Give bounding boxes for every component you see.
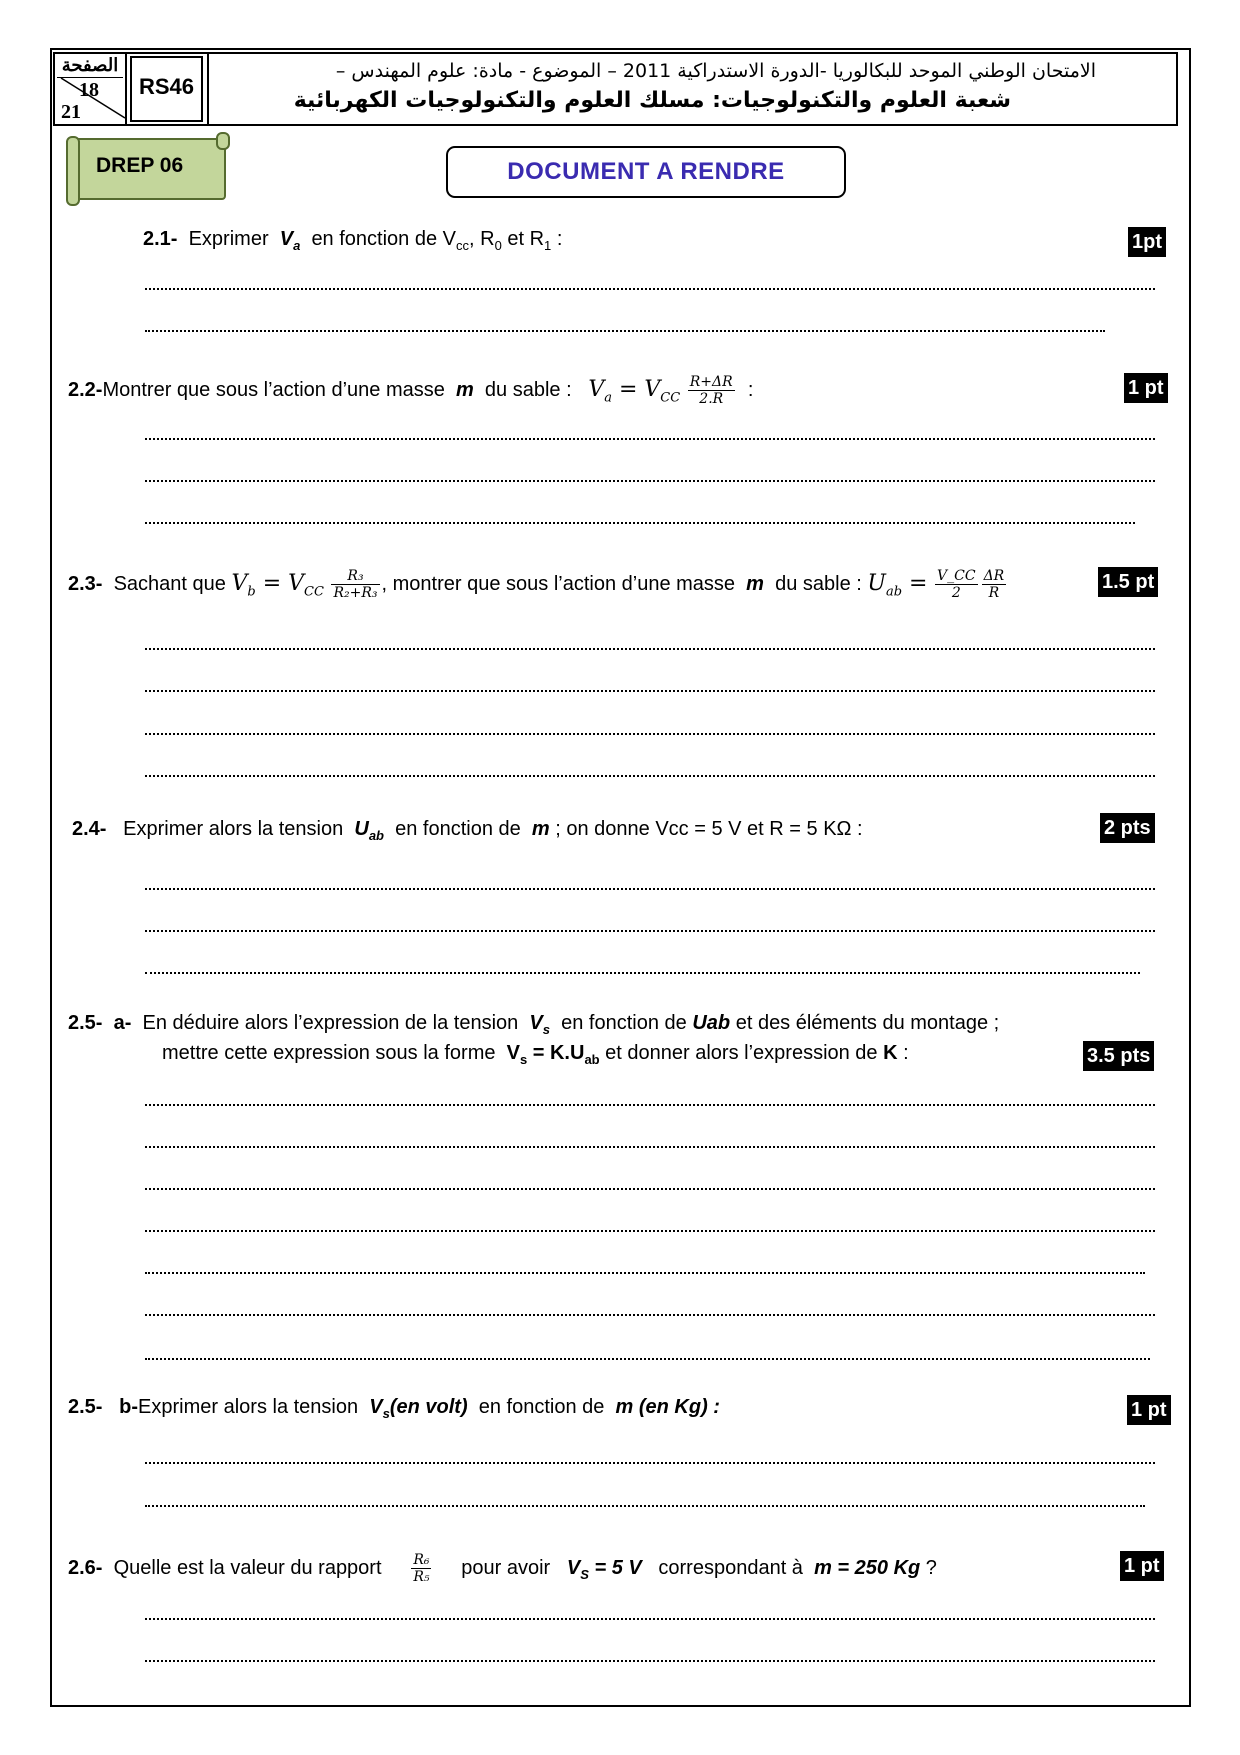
exam-title: الامتحان الوطني الموحد للبكالوريا -الدورة الاستدراكية 2011 – الموضوع - مادة: علوم المهندس –	[335, 60, 1096, 82]
formula	[867, 570, 928, 600]
variable: m (en Kg) :	[615, 1396, 720, 1418]
question-2-3	[68, 568, 1008, 601]
variable-sub: s	[542, 1022, 550, 1037]
variable: m	[456, 378, 474, 401]
formula-part: = V	[611, 376, 661, 402]
answer-line	[145, 648, 1155, 650]
denominator: R₂+R₃	[333, 585, 378, 601]
answer-line	[145, 1358, 1150, 1360]
answer-line	[145, 1230, 1155, 1232]
question-text: du sable :	[775, 572, 862, 595]
question-text: mettre cette expression sous la forme	[162, 1042, 496, 1064]
question-number: 2.5-	[68, 1012, 103, 1034]
page-total: 21	[61, 101, 81, 123]
question-text: et R	[501, 228, 545, 250]
formula-part: V	[231, 570, 248, 596]
formula-part: = V	[255, 570, 305, 596]
question-text: en fonction de V	[311, 228, 456, 250]
formula	[231, 570, 324, 600]
question-2-2	[68, 374, 753, 407]
answer-line	[145, 1314, 1155, 1316]
numerator: V_CC	[937, 568, 976, 584]
question-text: et donner alors l’expression de	[605, 1042, 878, 1064]
question-text: du sable :	[484, 378, 572, 401]
question-text: pour avoir	[461, 1556, 551, 1579]
variable: m = 250 Kg	[814, 1556, 921, 1579]
variable: V	[566, 1556, 581, 1579]
question-2-5-b	[68, 1396, 720, 1421]
question-text: :	[551, 228, 563, 250]
page-number-box	[55, 54, 127, 124]
scroll-roll-left	[66, 136, 80, 206]
fraction	[688, 374, 735, 407]
denominator: R₅	[413, 1569, 430, 1585]
question-text: Exprimer alors la tension	[138, 1396, 359, 1418]
answer-line	[145, 480, 1155, 482]
question-text: en fonction de	[478, 1396, 605, 1418]
variable: m	[746, 572, 764, 595]
page-label: الصفحة	[57, 55, 123, 78]
question-letter: a-	[113, 1012, 132, 1034]
answer-line	[145, 775, 1155, 777]
question-number: 2.5-	[68, 1396, 103, 1418]
answer-line	[145, 330, 1105, 332]
variable: K	[883, 1042, 898, 1064]
question-number: 2.1-	[143, 228, 178, 250]
denominator: 2.R	[699, 391, 724, 407]
variable-sub: ab	[368, 828, 384, 843]
formula-sub: ab	[885, 584, 903, 600]
fraction	[411, 1552, 431, 1585]
question-text: Quelle est la valeur du rapport	[113, 1556, 382, 1579]
page-number: 18	[79, 79, 99, 101]
answer-line	[145, 690, 1155, 692]
question-text: en fonction de	[561, 1012, 687, 1034]
question-text: ?	[925, 1556, 937, 1579]
question-number: 2.4-	[72, 818, 107, 840]
question-2-1	[143, 228, 562, 253]
numerator: ΔR	[983, 568, 1005, 584]
points-badge: 2 pts	[1100, 813, 1155, 843]
formula-sub: b	[247, 584, 256, 600]
formula-part: V	[506, 1042, 520, 1064]
subject-code: RS46	[130, 56, 203, 122]
question-2-4	[72, 818, 863, 843]
answer-line	[145, 1462, 1155, 1464]
answer-line	[145, 1188, 1155, 1190]
page-frame	[50, 48, 1191, 1707]
formula-part: V	[588, 376, 605, 402]
formula-part: U	[867, 570, 886, 596]
question-text: Exprimer alors la tension	[123, 818, 344, 840]
answer-line	[145, 1272, 1145, 1274]
variable: Uab	[692, 1012, 731, 1034]
question-text: Exprimer	[188, 228, 269, 250]
exam-stream: شعبة العلوم والتكنولوجيات: مسلك العلوم والتكنولوجيات الكهربائية	[293, 88, 1011, 113]
variable: V	[529, 1012, 543, 1034]
formula-sub: a	[604, 390, 612, 406]
answer-line	[145, 438, 1155, 440]
fraction	[982, 568, 1007, 601]
answer-line	[145, 1660, 1155, 1662]
drep-tab	[70, 138, 226, 200]
answer-line	[145, 930, 1155, 932]
scroll-roll-right	[216, 132, 230, 150]
answer-line	[145, 1505, 1145, 1507]
formula-part: = K.U	[527, 1042, 585, 1064]
document-title: DOCUMENT A RENDRE	[446, 146, 846, 198]
formula-part: =	[902, 570, 928, 596]
header-divider	[207, 54, 209, 124]
variable-sub: S	[580, 1566, 589, 1582]
fraction	[331, 568, 379, 601]
variable-sub: s	[382, 1406, 390, 1421]
variable: m	[531, 818, 550, 840]
formula-sub: s	[519, 1052, 528, 1067]
formula-sub: CC	[304, 584, 324, 600]
question-2-5-a	[68, 1012, 999, 1037]
subscript: cc	[456, 238, 469, 253]
question-text: et des éléments du montage ;	[735, 1012, 1000, 1034]
drep-label: DREP 06	[96, 154, 184, 177]
variable-value: = 5 V	[588, 1556, 642, 1579]
numerator: R₆	[413, 1552, 430, 1568]
points-badge: 1 pt	[1120, 1551, 1164, 1581]
question-number: 2.3-	[68, 572, 103, 595]
question-text: Sachant que	[113, 572, 226, 595]
denominator: 2	[951, 585, 961, 601]
question-text: En déduire alors l’expression de la tension	[142, 1012, 519, 1034]
question-number: 2.2-	[68, 378, 103, 401]
answer-line	[145, 888, 1155, 890]
question-2-6	[68, 1552, 937, 1585]
answer-line	[145, 1618, 1155, 1620]
question-number: 2.6-	[68, 1556, 103, 1579]
answer-line	[145, 733, 1155, 735]
fraction	[935, 568, 978, 601]
numerator: R+ΔR	[689, 374, 733, 390]
points-badge: 1 pt	[1127, 1395, 1171, 1425]
question-text: :	[903, 1042, 909, 1064]
points-badge: 1.5 pt	[1098, 567, 1158, 597]
points-badge: 1pt	[1128, 227, 1166, 257]
page-header	[53, 52, 1178, 126]
variable-sub: a	[293, 238, 301, 253]
question-text: , R	[469, 228, 495, 250]
formula	[588, 376, 681, 406]
question-text: ; on donne Vcc = 5 V et R = 5 KΩ :	[555, 818, 863, 840]
points-badge: 1 pt	[1124, 373, 1168, 403]
answer-line	[145, 972, 1140, 974]
variable-unit: (en volt)	[389, 1396, 468, 1418]
variable: U	[354, 818, 369, 840]
answer-line	[145, 288, 1155, 290]
answer-line	[145, 1146, 1155, 1148]
answer-line	[145, 1104, 1155, 1106]
question-text: en fonction de	[395, 818, 521, 840]
variable: V	[369, 1396, 383, 1418]
denominator: R	[988, 585, 1000, 601]
question-letter: b-	[119, 1396, 139, 1418]
formula-sub: CC	[660, 390, 681, 406]
question-text: , montrer que sous l’action d’une masse	[381, 572, 736, 595]
subscript: 1	[544, 238, 552, 253]
formula-sub: ab	[584, 1052, 600, 1067]
question-2-5-a-line2	[162, 1042, 909, 1067]
answer-line	[145, 522, 1135, 524]
question-text: correspondant à	[658, 1556, 803, 1579]
question-text: :	[747, 378, 754, 401]
numerator: R₃	[331, 568, 379, 585]
points-badge: 3.5 pts	[1083, 1041, 1154, 1071]
subscript: 0	[494, 238, 502, 253]
question-text: Montrer que sous l’action d’une masse	[102, 378, 445, 401]
variable: V	[279, 228, 294, 250]
